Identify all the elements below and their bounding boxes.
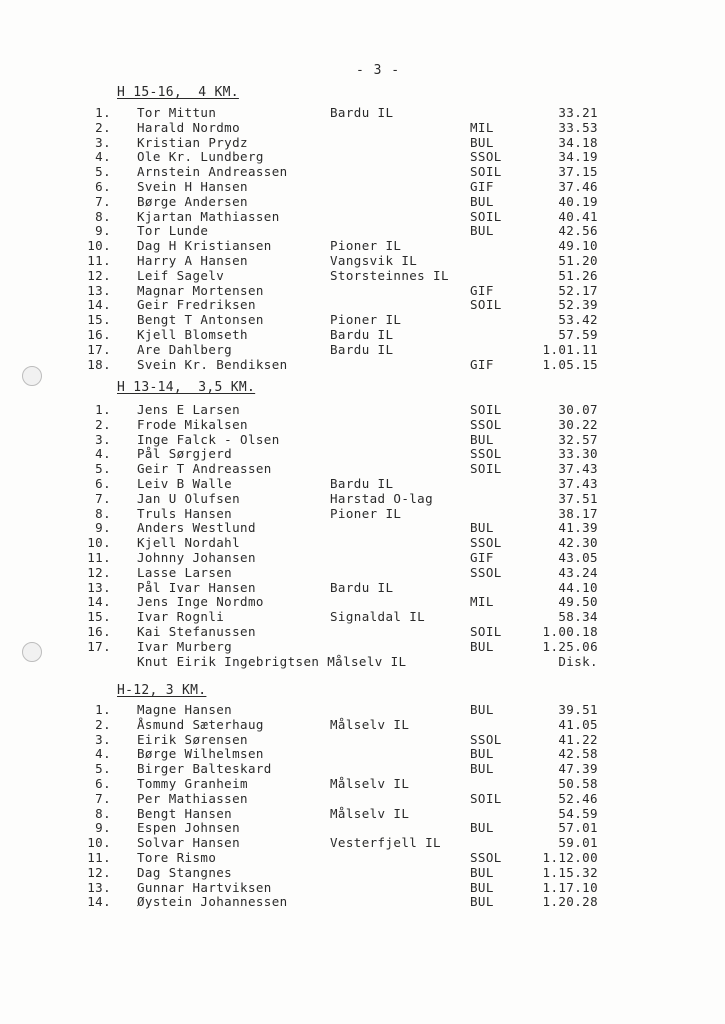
club-code: MIL <box>470 594 494 610</box>
athlete-name: Kai Stefanussen <box>137 624 256 639</box>
place-number: 16. <box>87 327 111 342</box>
result-time: 33.53 <box>558 119 598 135</box>
result-time: 1.25.06 <box>542 638 598 654</box>
place-number: 10. <box>87 835 111 851</box>
result-time: 38.17 <box>558 505 598 521</box>
athlete-name: Lasse Larsen <box>137 564 233 580</box>
club-code: BUL <box>470 431 494 447</box>
result-row <box>0 536 725 551</box>
athlete-name: Inge Falck - Olsen <box>137 431 280 447</box>
result-time: 37.43 <box>558 476 598 491</box>
place-number: 7. <box>95 193 111 209</box>
athlete-name: Svein Kr. Bendiksen <box>137 356 288 372</box>
athlete-name: Jens Inge Nordmo <box>137 594 264 610</box>
club-code: SSOL <box>470 850 502 865</box>
result-time: 58.34 <box>558 609 598 625</box>
result-row <box>0 462 725 477</box>
club-code: BUL <box>470 223 494 239</box>
club-name: Bardu IL <box>330 476 394 491</box>
result-row <box>0 136 725 151</box>
result-row <box>0 625 725 640</box>
place-number: 7. <box>95 790 111 806</box>
section-heading: H 15-16, 4 KM. <box>117 85 239 100</box>
section-heading: H 13-14, 3,5 KM. <box>117 380 256 395</box>
result-row <box>0 210 725 225</box>
result-row <box>0 269 725 284</box>
club-code: BUL <box>470 761 494 777</box>
athlete-name: Tommy Granheim <box>137 776 248 791</box>
result-row <box>0 477 725 492</box>
result-row <box>0 165 725 180</box>
athlete-name: Øystein Johannessen <box>137 894 288 910</box>
result-row <box>0 403 725 418</box>
result-time: 37.43 <box>558 461 598 477</box>
place-number: 1. <box>95 402 111 417</box>
club-code: GIF <box>470 550 494 565</box>
place-number: 8. <box>95 208 111 224</box>
result-row <box>0 224 725 239</box>
club-name: Bardu IL <box>330 341 394 357</box>
result-time: 1.20.28 <box>542 894 598 910</box>
place-number: 4. <box>95 746 111 762</box>
result-time: 43.24 <box>558 564 598 580</box>
result-time: 1.01.11 <box>542 341 598 357</box>
place-number: 3. <box>95 431 111 447</box>
place-number: 18. <box>87 356 111 372</box>
athlete-name: Svein H Hansen <box>137 179 248 194</box>
result-time: 41.22 <box>558 731 598 747</box>
result-row <box>0 640 725 655</box>
place-number: 14. <box>87 894 111 910</box>
club-name: Storsteinnes IL <box>330 267 449 283</box>
result-row <box>0 492 725 507</box>
athlete-name: Solvar Hansen <box>137 835 241 851</box>
athlete-name: Leiv B Walle <box>137 476 233 491</box>
result-row <box>0 733 725 748</box>
club-code: BUL <box>470 193 494 209</box>
club-code: SOIL <box>470 624 502 639</box>
result-time: 51.20 <box>558 253 598 268</box>
result-row <box>0 551 725 566</box>
club-code: SOIL <box>470 164 502 180</box>
result-row <box>0 807 725 822</box>
club-code: MIL <box>470 119 494 135</box>
club-code: SSOL <box>470 416 502 432</box>
result-row <box>0 328 725 343</box>
result-row <box>0 566 725 581</box>
athlete-name: Kjell Nordahl <box>137 535 241 551</box>
place-number: 9. <box>95 520 111 536</box>
place-number: 13. <box>87 579 111 595</box>
club-code: BUL <box>470 702 494 717</box>
result-time: 37.15 <box>558 164 598 180</box>
athlete-name: Frode Mikalsen <box>137 416 248 432</box>
result-row <box>0 718 725 733</box>
athlete-name: Anders Westlund <box>137 520 256 536</box>
athlete-name: Magnar Mortensen <box>137 282 264 298</box>
result-row <box>0 836 725 851</box>
club-code: BUL <box>470 864 494 880</box>
result-time: 37.46 <box>558 179 598 194</box>
club-name: Bardu IL <box>330 327 394 342</box>
result-row <box>0 747 725 762</box>
athlete-name: Tore Rismo <box>137 850 217 865</box>
result-time: 1.17.10 <box>542 879 598 895</box>
athlete-name: Truls Hansen <box>137 505 233 521</box>
place-number: 17. <box>87 638 111 654</box>
result-row <box>0 895 725 910</box>
place-number: 12. <box>87 564 111 580</box>
athlete-name: Åsmund Sæterhaug <box>137 716 264 732</box>
club-name: Bardu IL <box>330 105 394 120</box>
club-name: Bardu IL <box>330 579 394 595</box>
place-number: 13. <box>87 282 111 298</box>
club-code: GIF <box>470 179 494 194</box>
place-number: 16. <box>87 624 111 639</box>
result-time: 52.17 <box>558 282 598 298</box>
result-time: 37.51 <box>558 490 598 506</box>
athlete-name: Arnstein Andreassen <box>137 164 288 180</box>
place-number: 8. <box>95 805 111 821</box>
athlete-name: Ole Kr. Lundberg <box>137 149 264 165</box>
athlete-name: Geir T Andreassen <box>137 461 272 477</box>
result-time: 33.30 <box>558 446 598 462</box>
athlete-name: Birger Balteskard <box>137 761 272 777</box>
place-number: 6. <box>95 776 111 791</box>
athlete-name: Are Dahlberg <box>137 341 233 357</box>
result-row <box>0 792 725 807</box>
athlete-name: Tor Lunde <box>137 223 209 239</box>
result-row <box>0 507 725 522</box>
place-number: 1. <box>95 702 111 717</box>
result-time: 44.10 <box>558 579 598 595</box>
club-code: SSOL <box>470 446 502 462</box>
result-time: 50.58 <box>558 776 598 791</box>
result-row <box>0 595 725 610</box>
result-row <box>0 655 725 670</box>
athlete-name: Jens E Larsen <box>137 402 241 417</box>
club-name: Harstad O-lag <box>330 490 434 506</box>
athlete-name: Dag H Kristiansen <box>137 238 272 254</box>
athlete-name: Kjartan Mathiassen <box>137 208 280 224</box>
result-row <box>0 851 725 866</box>
result-time: 1.00.18 <box>542 624 598 639</box>
result-row <box>0 106 725 121</box>
result-time: 40.41 <box>558 208 598 224</box>
result-row <box>0 762 725 777</box>
place-number: 10. <box>87 238 111 254</box>
athlete-name: Børge Andersen <box>137 193 248 209</box>
athlete-name: Espen Johnsen <box>137 820 241 836</box>
athlete-name: Dag Stangnes <box>137 864 233 880</box>
result-time: 53.42 <box>558 312 598 328</box>
athlete-name: Per Mathiassen <box>137 790 248 806</box>
place-number: 9. <box>95 223 111 239</box>
club-code: SOIL <box>470 790 502 806</box>
result-row <box>0 881 725 896</box>
place-number: 2. <box>95 716 111 732</box>
athlete-name: Jan U Olufsen <box>137 490 241 506</box>
athlete-name: Harry A Hansen <box>137 253 248 268</box>
result-time: 49.50 <box>558 594 598 610</box>
result-time: 47.39 <box>558 761 598 777</box>
club-code: BUL <box>470 638 494 654</box>
result-time: 1.15.32 <box>542 864 598 880</box>
athlete-name: Bengt T Antonsen <box>137 312 264 328</box>
result-time: 52.39 <box>558 297 598 313</box>
result-row <box>0 777 725 792</box>
place-number: 11. <box>87 550 111 565</box>
result-time: 42.56 <box>558 223 598 239</box>
result-row <box>0 343 725 358</box>
athlete-name: Bengt Hansen <box>137 805 233 821</box>
club-code: SSOL <box>470 149 502 165</box>
athlete-name: Pål Sørgjerd <box>137 446 233 462</box>
section-heading: H-12, 3 KM. <box>117 683 207 698</box>
result-time: 33.21 <box>558 105 598 120</box>
result-row <box>0 703 725 718</box>
place-number: 11. <box>87 253 111 268</box>
athlete-name: Geir Fredriksen <box>137 297 256 313</box>
athlete-name: Børge Wilhelmsen <box>137 746 264 762</box>
result-time: 51.26 <box>558 267 598 283</box>
result-time: 57.59 <box>558 327 598 342</box>
club-name: Vesterfjell IL <box>330 835 441 851</box>
result-row <box>0 447 725 462</box>
athlete-name: Eirik Sørensen <box>137 731 248 747</box>
place-number: 7. <box>95 490 111 506</box>
place-number: 1. <box>95 105 111 120</box>
athlete-name: Johnny Johansen <box>137 550 256 565</box>
athlete-name: Leif Sagelv <box>137 267 225 283</box>
place-number: 8. <box>95 505 111 521</box>
club-name: Vangsvik IL <box>330 253 418 268</box>
result-time: 59.01 <box>558 835 598 851</box>
place-number: 3. <box>95 731 111 747</box>
place-number: 14. <box>87 594 111 610</box>
place-number: 5. <box>95 761 111 777</box>
result-row <box>0 150 725 165</box>
result-row <box>0 313 725 328</box>
athlete-name: Tor Mittun <box>137 105 217 120</box>
place-number: 13. <box>87 879 111 895</box>
club-code: GIF <box>470 282 494 298</box>
result-time: 43.05 <box>558 550 598 565</box>
club-code: SOIL <box>470 402 502 417</box>
result-row <box>0 610 725 625</box>
place-number: 10. <box>87 535 111 551</box>
club-name: Målselv IL <box>330 805 410 821</box>
place-number: 2. <box>95 119 111 135</box>
club-code: BUL <box>470 746 494 762</box>
result-time: 52.46 <box>558 790 598 806</box>
place-number: 4. <box>95 149 111 165</box>
place-number: 6. <box>95 179 111 194</box>
result-time: 39.51 <box>558 702 598 717</box>
place-number: 12. <box>87 267 111 283</box>
page-number: - 3 - <box>356 63 401 78</box>
result-row <box>0 254 725 269</box>
athlete-name: Ivar Rognli <box>137 609 225 625</box>
result-row <box>0 284 725 299</box>
result-row <box>0 581 725 596</box>
athlete-name: Knut Eirik Ingebrigtsen Målselv IL <box>137 653 407 669</box>
result-time: Disk. <box>558 653 598 669</box>
result-time: 1.05.15 <box>542 356 598 372</box>
club-code: SSOL <box>470 535 502 551</box>
result-row <box>0 521 725 536</box>
athlete-name: Pål Ivar Hansen <box>137 579 256 595</box>
result-time: 34.18 <box>558 134 598 150</box>
place-number: 4. <box>95 446 111 462</box>
place-number: 14. <box>87 297 111 313</box>
result-row <box>0 195 725 210</box>
athlete-name: Magne Hansen <box>137 702 233 717</box>
result-time: 41.05 <box>558 716 598 732</box>
result-time: 49.10 <box>558 238 598 254</box>
club-code: SSOL <box>470 731 502 747</box>
result-time: 42.58 <box>558 746 598 762</box>
result-time: 54.59 <box>558 805 598 821</box>
result-time: 1.12.00 <box>542 850 598 865</box>
place-number: 11. <box>87 850 111 865</box>
club-code: SOIL <box>470 208 502 224</box>
result-time: 30.07 <box>558 402 598 417</box>
club-code: SOIL <box>470 297 502 313</box>
result-row <box>0 239 725 254</box>
place-number: 9. <box>95 820 111 836</box>
club-name: Signaldal IL <box>330 609 426 625</box>
result-row <box>0 358 725 373</box>
athlete-name: Harald Nordmo <box>137 119 241 135</box>
club-code: SSOL <box>470 564 502 580</box>
athlete-name: Gunnar Hartviksen <box>137 879 272 895</box>
club-code: SOIL <box>470 461 502 477</box>
result-time: 40.19 <box>558 193 598 209</box>
place-number: 6. <box>95 476 111 491</box>
club-name: Målselv IL <box>330 776 410 791</box>
club-code: BUL <box>470 879 494 895</box>
athlete-name: Kristian Prydz <box>137 134 248 150</box>
place-number: 15. <box>87 609 111 625</box>
club-code: BUL <box>470 134 494 150</box>
result-row <box>0 298 725 313</box>
club-code: GIF <box>470 356 494 372</box>
result-time: 34.19 <box>558 149 598 165</box>
club-name: Pioner IL <box>330 312 402 328</box>
result-time: 42.30 <box>558 535 598 551</box>
athlete-name: Ivar Murberg <box>137 638 233 654</box>
place-number: 5. <box>95 461 111 477</box>
result-time: 30.22 <box>558 416 598 432</box>
place-number: 17. <box>87 341 111 357</box>
place-number: 2. <box>95 416 111 432</box>
result-row <box>0 121 725 136</box>
result-row <box>0 418 725 433</box>
result-row <box>0 821 725 836</box>
club-name: Pioner IL <box>330 238 402 254</box>
place-number: 5. <box>95 164 111 180</box>
result-time: 32.57 <box>558 431 598 447</box>
club-name: Målselv IL <box>330 716 410 732</box>
club-name: Pioner IL <box>330 505 402 521</box>
club-code: BUL <box>470 894 494 910</box>
result-row <box>0 180 725 195</box>
place-number: 12. <box>87 864 111 880</box>
result-time: 41.39 <box>558 520 598 536</box>
result-row <box>0 866 725 881</box>
place-number: 15. <box>87 312 111 328</box>
club-code: BUL <box>470 820 494 836</box>
club-code: BUL <box>470 520 494 536</box>
place-number: 3. <box>95 134 111 150</box>
result-row <box>0 433 725 448</box>
athlete-name: Kjell Blomseth <box>137 327 248 342</box>
result-time: 57.01 <box>558 820 598 836</box>
